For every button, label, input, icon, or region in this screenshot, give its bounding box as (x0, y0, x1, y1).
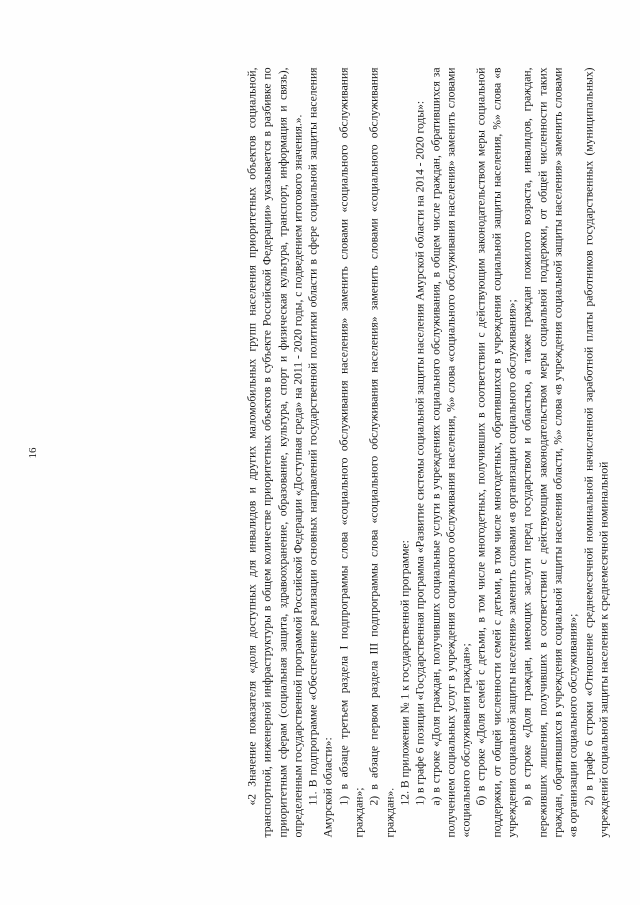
paragraph: 1) в графе 6 позиции «Государственная программа «Развитие системы социальной защиты населения Амурской области на 2014 - 2020 годы»: (413, 100, 427, 806)
page-number: 16 (27, 447, 39, 459)
body-text (245, 68, 612, 838)
paragraph: 2) в абзаце первом раздела III подпрограммы слова «социального обслуживания населения» заменить словами «социального обслуживания граждан». (367, 67, 397, 838)
paragraph: 11. В подпрограмме «Обеспечение реализации основных направлений государственной политики области в сфере социальной защиты населения Амурской области»: (306, 67, 335, 838)
paragraph: 12. В приложении № 1 к государственной программе: (398, 540, 412, 806)
paragraph: «2 Значение показателя «доля доступных для инвалидов и других маломобильных групп населения приоритетных объектов социальной, транспортной, инженерной инфраструктуры в общем количестве приоритетных объектов в субъекте Российской Федерации» указывается в разбивке по приоритетным сферам (социальная защита, здравоохранение, образование, культура, спорт и физическая культура, транспорт, информация и связь), определенным государственной программой Российской Федерации «Доступная среда» на 2011 - 2020 годы, с подведением итогового значения.». (245, 67, 305, 838)
paragraph: 1) в абзаце третьем раздела I подпрограммы слова «социального обслуживания населения» заменить словами «социального обслуживания граждан»; (337, 67, 366, 838)
paragraph: б) в строке «Доля семей с детьми, в том числе многодетных, получивших в соответствии с действующим законодательством меры социальной поддержки, от общей численности семей с детьми, в том числе многодетных, обратившихся в учреждения социальной защиты населения, %» слова «в учреждения социальной защиты населения» заменить словами «в организации социального обслуживания»; (474, 67, 519, 838)
paragraph: в) в строке «Доля граждан, имеющих заслуги перед государством и областью, а также граждан пожилого возраста, инвалидов, граждан, переживших лишения, получивших в соответствии с действующим законодательством меры социальной поддержки, от общей численности таких граждан, обратившихся в учреждения социальной защиты населения области, %» слова «в учреждения социальной защиты населения» заменить словами «в организации социального обслуживания»; (520, 67, 580, 838)
rotated-text-block (245, 68, 640, 838)
paragraph: а) в строке «Доля граждан, получивших социальные услуги в учреждениях социального обслуживания, в общем числе граждан, обратившихся за получением социальных услуг в учреждения социального обслуживания населения, %» слова «социального обслуживания населения» заменить словами «социального обслуживания граждан»; (429, 67, 473, 838)
paragraph: 2) в графе 6 строки «Отношение среднемесячной номинальной начисленной заработной платы работников государственных (муниципальных) учреждений социальной защиты населения к среднемесячной номинальной (582, 67, 611, 838)
